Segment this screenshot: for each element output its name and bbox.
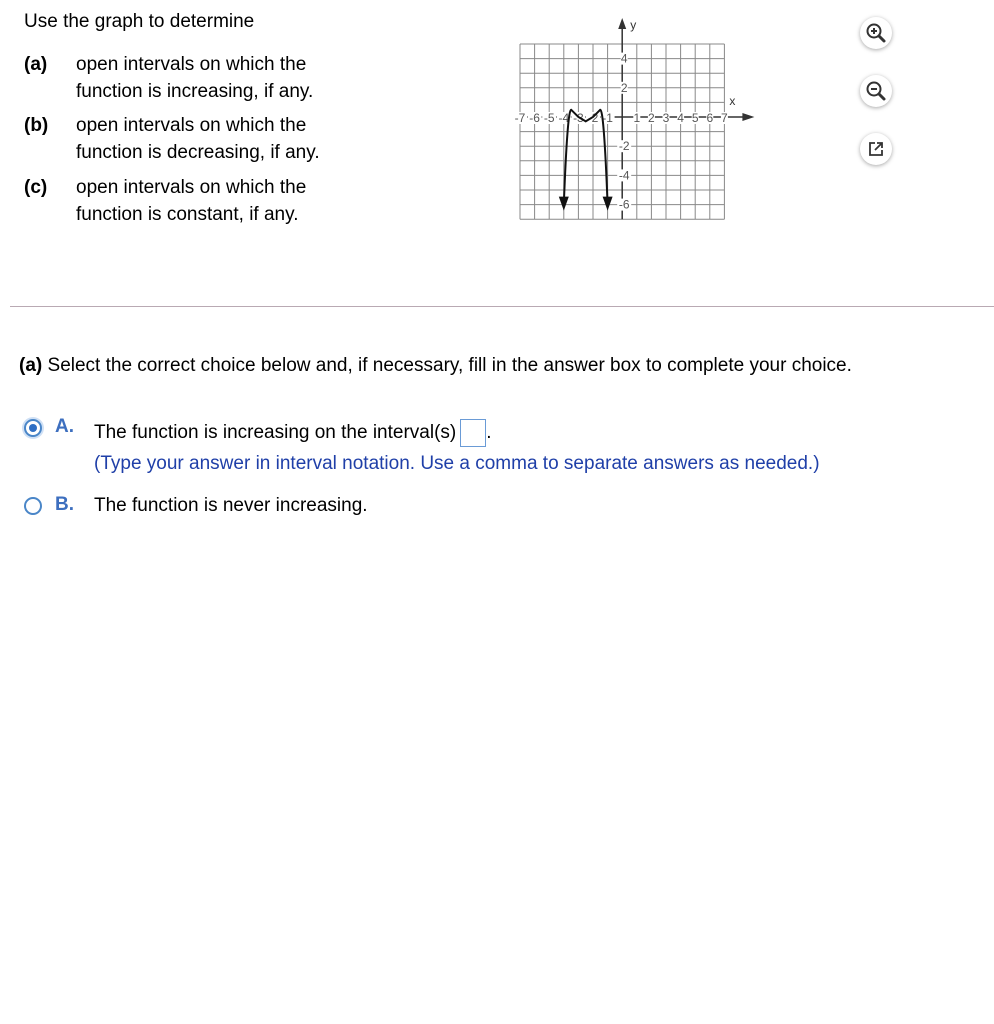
- question-intro: Use the graph to determine: [24, 11, 255, 32]
- x-tick-label: -4: [558, 111, 570, 125]
- popout-button[interactable]: [860, 133, 892, 165]
- y-axis-arrow: [618, 18, 626, 29]
- part-a-label: (a): [24, 54, 48, 75]
- x-tick-label: 3: [662, 111, 670, 125]
- x-tick-label: -6: [529, 111, 540, 125]
- y-tick-label: -4: [618, 168, 630, 183]
- part-a-prompt-label: (a): [19, 355, 43, 376]
- y-tick-label: 2: [620, 80, 628, 95]
- curve-arrow-left: [559, 197, 569, 211]
- popout-icon: [866, 139, 886, 159]
- y-tick-label: 4: [620, 51, 628, 66]
- x-tick-label: 5: [691, 111, 699, 125]
- x-tick-label: -1: [602, 111, 613, 125]
- x-tick-label: -5: [543, 111, 555, 125]
- zoom-out-icon: [865, 80, 887, 102]
- part-a-prompt: [19, 355, 852, 377]
- x-tick-label: 6: [706, 111, 714, 125]
- part-b-label: (b): [24, 115, 49, 136]
- choice-a: [94, 419, 492, 447]
- interval-answer-input[interactable]: [460, 419, 486, 447]
- part-c-text: open intervals on which the function is constant, if any.: [76, 177, 307, 225]
- x-axis-label: x: [729, 94, 736, 108]
- part-c-label: (c): [24, 177, 48, 198]
- function-graph: [512, 14, 842, 224]
- x-tick-label: 1: [633, 111, 641, 125]
- choice-a-period: .: [486, 422, 492, 444]
- part-a-text: open intervals on which the function is increasing, if any.: [76, 54, 314, 102]
- x-tick-label: -2: [587, 111, 599, 125]
- x-tick-label: 2: [648, 111, 655, 125]
- choice-b-text: The function is never increasing.: [94, 495, 368, 516]
- curve-arrow-right: [603, 197, 613, 211]
- choice-a-text: The function is increasing on the interval(s): [94, 422, 457, 444]
- zoom-in-button[interactable]: [860, 17, 892, 49]
- part-b-text: open intervals on which the function is decreasing, if any.: [76, 115, 320, 163]
- section-divider: [10, 306, 994, 307]
- x-tick-label: -7: [514, 111, 526, 125]
- choice-a-hint: (Type your answer in interval notation. Use a comma to separate answers as needed.): [94, 453, 820, 474]
- y-tick-label: -2: [618, 139, 630, 154]
- zoom-in-icon: [865, 22, 887, 44]
- x-tick-label: -3: [573, 111, 584, 125]
- choice-b-radio[interactable]: [24, 497, 42, 515]
- zoom-out-button[interactable]: [860, 75, 892, 107]
- choice-a-letter: A.: [55, 416, 74, 437]
- x-tick-label: 4: [677, 111, 684, 125]
- part-a-prompt-text: Select the correct choice below and, if necessary, fill in the answer box to complete your choice.: [47, 355, 852, 376]
- y-tick-label: -6: [618, 197, 630, 212]
- y-axis-label: y: [630, 18, 637, 32]
- choice-b-letter: B.: [55, 494, 74, 515]
- x-axis-arrow: [742, 113, 754, 121]
- choice-a-radio[interactable]: [24, 419, 42, 437]
- x-tick-label: 7: [721, 111, 728, 125]
